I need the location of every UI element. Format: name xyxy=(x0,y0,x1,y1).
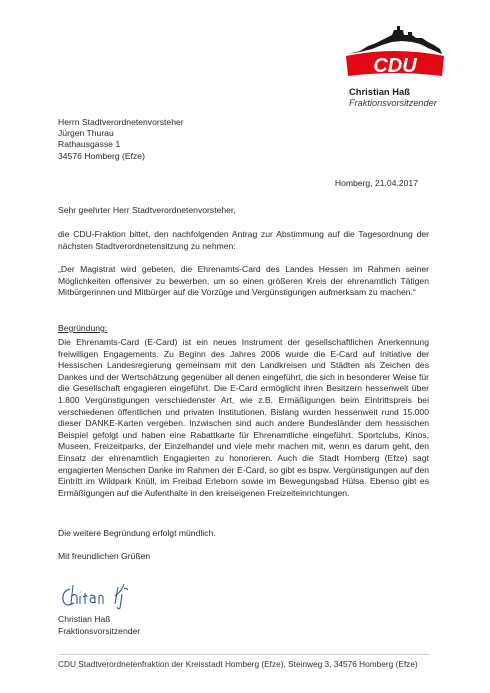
recipient-address xyxy=(58,117,184,162)
recipient-line: Herrn Stadtverordnetenvorsteher xyxy=(58,117,184,127)
salutation: Sehr geehrter Herr Stadtverordnetenvorsteher, xyxy=(58,205,236,215)
letter-date: Homberg, 21.04.2017 xyxy=(334,178,418,188)
recipient-line: Rathausgasse 1 xyxy=(58,139,121,150)
sender-name: Christian Haß xyxy=(349,86,410,97)
svg-text:CDU: CDU xyxy=(373,55,417,77)
handwritten-signature xyxy=(60,581,144,611)
greeting: Mit freundlichen Grüßen xyxy=(58,551,151,561)
sender-role: Fraktionsvorsitzender xyxy=(349,98,437,108)
begruendung-paragraph: Die Ehrenamts-Card (E-Card) ist ein neues Instrument der gesellschaftlichen Anerkennung freiwilligen Engagements. Zu Beginn des Jahres 2006 wurde die E-Card auf Initiative der Hessischen Landesregierung gemeinsam mit den Landkreisen und Städten als Zeichen des Dankes und der Wertschätzung gegenüber all denen eingeführt, die sich in besonderer Weise für die Gesellschaft engagieren eingeführt. Die E-Card ermöglicht ihren Besitzern hessenweit über 1.800 Vergünstigungen verschiedenster Art, wie z.B. Ermäßigungen beim Eintrittspreis bei verschiedenen öffentlichen und privaten Institutionen. Bislang wurden hessenweit rund 15.000 dieser DANKE-Karten vergeben. Inzwischen sind auch andere Bundesländer dem hessischen Beispiel gefolgt und haben eine Rabattkarte für Ehrenamtliche eingeführt. Sportclubs, Kinos, Museen, Freizeitparks, der Einzelhandel und viele mehr machen mit, wenn es darum geht, den Einsatz der ehrenamtlich Engagierten zu honorieren. Auch die Stadt Homberg (Efze) sagt engagierten Menschen Danke im Rahmen der E-Card, so gibt es bspw. Vergünstigungen auf den Eintritt im Wildpark Knüll, im Freibad Erleborn sowie im Bewegungsbad Hülsa. Ebenso gibt es Ermäßigungen auf die Aufenthalte in den kreiseigenen Freizeiteinrichtungen. xyxy=(58,337,429,498)
recipient-line: Jürgen Thurau xyxy=(58,128,114,139)
begruendung-heading: Begründung: xyxy=(58,323,108,333)
signature-name: Christian Haß xyxy=(58,614,111,624)
footer-address: CDU Stadtverordnetenfraktion der Kreisstadt Homberg (Efze), Steinweg 3, 34576 Homberg (Efze) xyxy=(58,659,418,669)
closing-line: Die weitere Begründung erfolgt mündlich. xyxy=(58,528,216,538)
castle-silhouette-icon xyxy=(348,26,442,54)
recipient-line: 34576 Homberg (Efze) xyxy=(58,150,145,161)
intro-paragraph: die CDU-Fraktion bittet, den nachfolgenden Antrag zur Abstimmung auf die Tagesordnung der nächsten Stadtverordnetensitzung zu nehmen: xyxy=(58,229,429,251)
footer-divider xyxy=(58,654,429,655)
cdu-logo xyxy=(342,22,446,78)
signature-role: Fraktionsvorsitzender xyxy=(58,626,141,636)
motion-quote: „Der Magistrat wird gebeten, die Ehrenamts-Card des Landes Hessen im Rahmen seiner Möglichkeiten offensiver zu bewerben, um so einen größeren Kreis der ehrenamtlich Tätigen Mitbürgerinnen und Mitbürger auf die Vorzüge und Vergünstigungen aufmerksam zu machen.“ xyxy=(58,264,429,298)
